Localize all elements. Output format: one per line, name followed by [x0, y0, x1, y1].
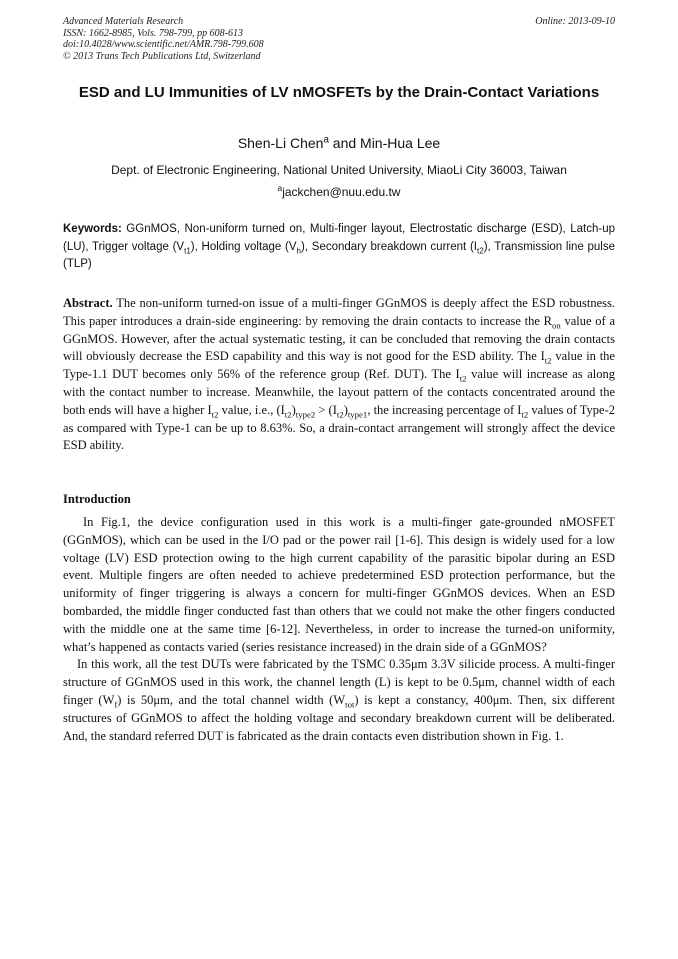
email-address: jackchen@nuu.edu.tw	[282, 185, 401, 199]
intro-text: ) is 50μm, and the total channel width (W	[117, 692, 346, 707]
keywords-text: ), Secondary breakdown current (I	[301, 240, 477, 253]
intro-paragraph-1: In Fig.1, the device configuration used in this work is a multi-finger gate-grounded nMOSFET (GGnMOS), which can be used in the I/O pad or the power rail [1-6]. This design is widely used for a low voltage (LV) ESD protection owing to the high current capability of the parasitic bipolar during an ESD event. Multiple fingers are often needed to achieve predetermined ESD protection performance, but the uniformity of finger triggering is always a concern for multi-finger GGnMOS devices. When an ESD bombarded, the middle finger conducted fast than others that we could not make the other fingers conducted with the middle one at the same time [6-12]. Nevertheless, in order to increase the turned-on uniformity, what’s happened as contacts varied (series resistance increased) in the drain side of a GGnMOS?	[63, 515, 615, 654]
abstract-block	[63, 295, 615, 455]
abstract-text: )	[343, 402, 348, 417]
section-heading-introduction: Introduction	[63, 492, 131, 506]
subscript: tot	[345, 699, 355, 710]
subscript: t2	[284, 409, 292, 420]
author-list	[63, 134, 615, 152]
abstract-text: values of Type-2 as compared with Type-1 can be up to 8.63%. So, a drain-contact arrangement will strongly affect the device ESD ability.	[63, 402, 616, 453]
keywords-text: ), Transmission line pulse (TLP)	[63, 240, 615, 270]
intro-text: ) is kept a constancy, 400μm. Then, six different structures of GGnMOS to affect the holding voltage and secondary breakdown current will be deliberated. And, the standard referred DUT is fabricated as the drain contacts even distribution shown in Fig. 1.	[63, 692, 616, 743]
subscript: t2	[521, 409, 529, 420]
author-name: Shen-Li Chen	[237, 135, 324, 151]
abstract-text: value, i.e., (I	[218, 402, 285, 417]
subscript: type2	[295, 409, 316, 420]
subscript: t2	[336, 409, 344, 420]
copyright-line: © 2013 Trans Tech Publications Ltd, Switzerland	[63, 50, 261, 62]
author-email	[63, 184, 615, 200]
abstract-text: value in the Type-1.1 DUT becomes only 56% of the reference group (Ref. DUT). The I	[63, 349, 615, 382]
abstract-label: Abstract.	[63, 296, 113, 310]
subscript: type1	[347, 409, 368, 420]
abstract-text: value of a GGnMOS. However, after the actual systematic testing, it can be concluded that removing the drain contacts will obviously decrease the ESD capability and this way is not good for the ESD ability. The I	[63, 313, 615, 364]
keywords-text: GGnMOS, Non-uniform turned on, Multi-finger layout, Electrostatic discharge (ESD), Latch-up (LU), Trigger voltage (V	[63, 223, 615, 253]
affiliation: Dept. of Electronic Engineering, National United University, MiaoLi City 36003, Taiwan	[111, 163, 567, 177]
abstract-text: value will increase as along with the contact number to increase. Meanwhile, the layout pattern of the contacts concentrated around the both ends will have a higher I	[63, 367, 615, 417]
subscript: t2	[211, 409, 219, 420]
abstract-text: )	[291, 402, 296, 417]
introduction-body	[63, 514, 615, 745]
abstract-text: > (I	[315, 402, 337, 417]
online-date: Online: 2013-09-10	[535, 16, 615, 27]
intro-text: In this work, all the test DUTs were fabricated by the TSMC 0.35μm 3.3V silicide process. A multi-finger structure of GGnMOS used in this work, the channel length (L) is kept to be 0.5μm, channel width of each finger (W	[63, 657, 615, 707]
journal-header	[63, 16, 615, 62]
subscript: h	[296, 245, 302, 255]
keywords-block	[63, 221, 615, 274]
subscript: t2	[459, 373, 467, 384]
author-superscript: a	[323, 134, 329, 146]
subscript: t2	[544, 355, 552, 366]
intro-paragraph-2	[63, 656, 615, 745]
paper-title: ESD and LU Immunities of LV nMOSFETs by the Drain-Contact Variations	[78, 84, 600, 101]
email-superscript: a	[277, 183, 283, 193]
abstract-text: , the increasing percentage of I	[367, 402, 522, 417]
journal-name: Advanced Materials Research	[63, 16, 184, 27]
doi-line: doi:10.4028/www.scientific.net/AMR.798-799.608	[63, 39, 264, 50]
keywords-text: ), Holding voltage (V	[190, 240, 297, 253]
subscript: on	[552, 320, 561, 331]
author-name-second: and Min-Hua Lee	[328, 135, 441, 151]
abstract-text: The non-uniform turned-on issue of a multi-finger GGnMOS is deeply affect the ESD robustness. This paper introduces a drain-side engineering: by removing the drain contacts to increase the R	[63, 296, 615, 328]
subscript: t1	[184, 245, 191, 255]
issn-line: ISSN: 1662-8985, Vols. 798-799, pp 608-613	[63, 27, 243, 39]
keywords-label: Keywords:	[63, 223, 122, 235]
subscript: t2	[476, 245, 484, 255]
subscript: f	[114, 699, 118, 710]
